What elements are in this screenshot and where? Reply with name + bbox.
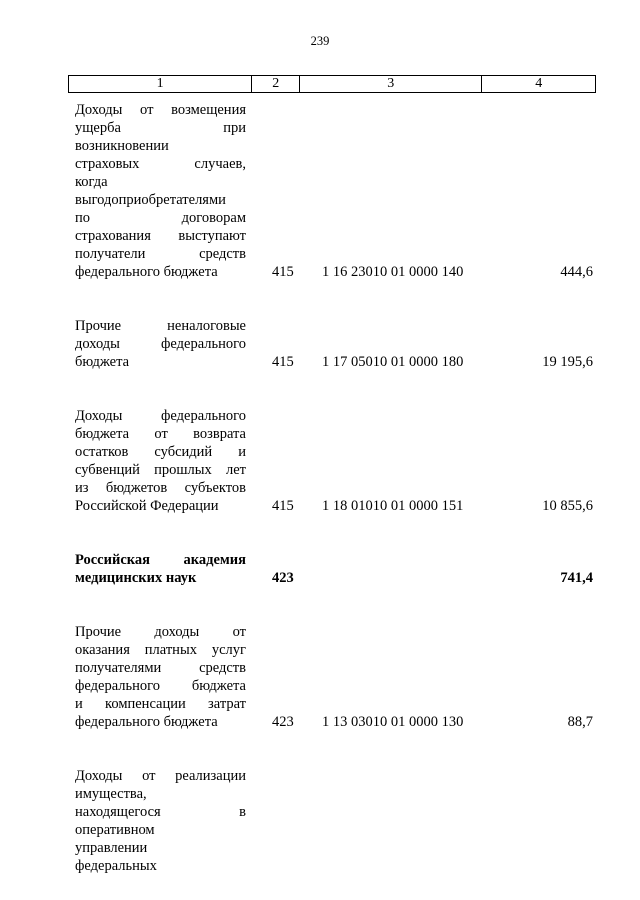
table-row: [0, 407, 640, 515]
table-header: [68, 75, 596, 93]
row-amount: 444,6: [560, 264, 593, 280]
row-description: [75, 767, 246, 875]
row-kbk: 1 16 23010 01 0000 140: [322, 264, 464, 280]
row-kbk: 1 17 05010 01 0000 180: [322, 354, 464, 370]
description-line: Прочие неналоговые: [75, 318, 246, 334]
description-line: Прочие доходы от: [75, 624, 246, 640]
description-line: остатков субсидий и: [75, 444, 246, 460]
table-body: [0, 101, 640, 875]
description-line: возникновении: [75, 138, 169, 154]
description-line: страховых случаев,: [75, 156, 246, 172]
description-line: Доходы от реализации: [75, 768, 246, 784]
row-code: 415: [272, 498, 294, 514]
description-line: находящегося в: [75, 804, 246, 820]
description-line: выгодоприобретателями: [75, 192, 226, 208]
description-line: медицинских наук: [75, 570, 197, 586]
description-line: Доходы от возмещения: [75, 102, 246, 118]
row-amount: 88,7: [567, 714, 593, 730]
row-code: 423: [272, 714, 294, 730]
table-row: [0, 101, 640, 281]
description-line: бюджета от возврата: [75, 426, 246, 442]
description-line: федерального бюджета: [75, 714, 218, 730]
description-line: бюджета: [75, 354, 130, 370]
description-line: получатели средств: [75, 246, 246, 262]
description-line: управлении: [75, 840, 148, 856]
row-code: 423: [272, 570, 294, 586]
description-line: и компенсации затрат: [75, 696, 246, 712]
description-line: когда: [75, 174, 108, 190]
row-code: 415: [272, 354, 294, 370]
description-line: страхования выступают: [75, 228, 246, 244]
description-line: получателями средств: [75, 660, 246, 676]
row-kbk: 1 18 01010 01 0000 151: [322, 498, 464, 514]
description-line: субвенций прошлых лет: [75, 462, 246, 478]
description-line: доходы федерального: [75, 336, 246, 352]
table-row: [0, 551, 640, 587]
description-line: Российской Федерации: [75, 498, 219, 514]
table-row: [0, 317, 640, 371]
header-col-2: 2: [252, 76, 300, 92]
header-col-4: 4: [535, 76, 543, 91]
header-col-1: 1: [69, 76, 252, 92]
row-amount: 19 195,6: [542, 354, 593, 370]
row-amount: 10 855,6: [542, 498, 593, 514]
description-line: федерального бюджета: [75, 264, 218, 280]
row-code: 415: [272, 264, 294, 280]
description-line: оказания платных услуг: [75, 642, 246, 658]
row-description: [75, 623, 246, 731]
page-number: 239: [310, 34, 330, 48]
table-row: [0, 767, 640, 875]
row-amount: 741,4: [560, 570, 593, 586]
row-kbk: 1 13 03010 01 0000 130: [322, 714, 464, 730]
description-line: Доходы федерального: [75, 408, 246, 424]
description-line: ущерба при: [75, 120, 246, 136]
row-description: [75, 317, 246, 371]
description-line: из бюджетов субъектов: [75, 480, 246, 496]
table-row: [0, 623, 640, 731]
header-col-3: 3: [300, 76, 482, 92]
row-description: [75, 551, 246, 587]
description-line: федеральных: [75, 858, 157, 874]
description-line: Российская академия: [75, 552, 246, 568]
description-line: федерального бюджета: [75, 678, 246, 694]
description-line: оперативном: [75, 822, 155, 838]
description-line: по договорам: [75, 210, 246, 226]
row-description: [75, 407, 246, 515]
row-description: [75, 101, 246, 281]
description-line: имущества,: [75, 786, 147, 802]
